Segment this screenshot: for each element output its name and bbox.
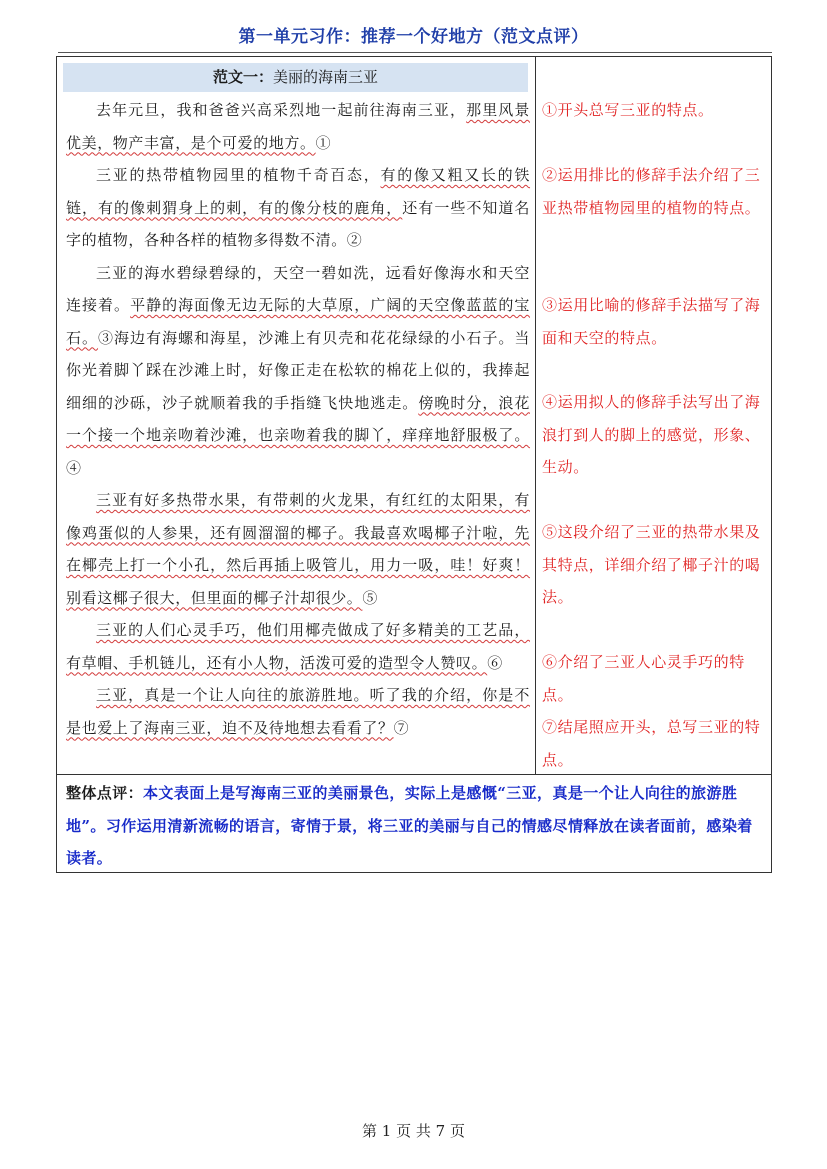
essay-header bbox=[63, 63, 528, 92]
essay-text: 三亚的热带植物园里的植物千奇百态， bbox=[96, 166, 381, 184]
annotation-note: ⑥介绍了三亚人心灵手巧的特点。 bbox=[542, 653, 745, 704]
essay-text: 还有一些不知道名字的植物，各种各样的植物多得数不清。② bbox=[66, 198, 530, 249]
highlighted-sentence: 有的像又粗又长的铁链，有的像刺猬身上的刺，有的像分枝的鹿角， bbox=[66, 166, 531, 217]
highlighted-sentence: 那里风景优美，物产丰富，是个可爱的地方。 bbox=[66, 101, 530, 152]
review-table bbox=[56, 56, 772, 873]
essay-paragraph bbox=[66, 614, 530, 679]
highlighted-sentence: 三亚有好多热带水果，有带刺的火龙果，有红红的太阳果，有像鸡蛋似的人参果，还有圆溜溜的椰子。我最喜欢喝椰子汁啦，先在椰壳上打一个小孔，然后再插上吸管儿，用力一吸，哇！好爽！别看这椰子很大，但里面的椰子汁却很少。 bbox=[66, 491, 530, 607]
highlighted-sentence: 三亚，真是一个让人向往的旅游胜地。听了我的介绍，你是不是也爱上了海南三亚，迫不及待地想去看看了？ bbox=[66, 686, 530, 737]
essay-text: ④ bbox=[66, 458, 82, 477]
essay-paragraph bbox=[66, 94, 530, 159]
essay-text: ⑦ bbox=[393, 718, 410, 737]
overall-review bbox=[66, 777, 762, 875]
essay-title: 美丽的海南三亚 bbox=[273, 68, 379, 86]
essay-body bbox=[66, 94, 530, 744]
page-footer: 第 1 页 共 7 页 bbox=[362, 1122, 465, 1140]
essay-text: 去年元旦，我和爸爸兴高采烈地一起前往海南三亚， bbox=[96, 101, 467, 119]
essay-text: 三亚的海水碧绿碧绿的，天空一碧如洗，远看好像海水和天空连接着。 bbox=[66, 263, 530, 314]
highlighted-sentence: 三亚的人们心灵手巧，他们用椰壳做成了好多精美的工艺品，有草帽、手机链儿，还有小人物，活泼可爱的造型令人赞叹。 bbox=[66, 621, 530, 672]
document-title: 第一单元习作：推荐一个好地方（范文点评） bbox=[238, 27, 589, 47]
annotation-note: ④运用拟人的修辞手法写出了海浪打到人的脚上的感觉，形象、生动。 bbox=[542, 393, 761, 476]
essay-text: ③海边有海螺和海星，沙滩上有贝壳和花花绿绿的小石子。当你光着脚丫踩在沙滩上时，好像正走在松软的棉花上似的，我捧起细细的沙砾，沙子就顺着我的手指缝飞快地逃走。 bbox=[66, 328, 530, 412]
annotation-note: ①开头总写三亚的特点。 bbox=[542, 101, 714, 119]
annotation-note: ⑦结尾照应开头，总写三亚的特点。 bbox=[542, 718, 761, 769]
column-divider bbox=[535, 57, 536, 774]
overall-review-text: 本文表面上是写海南三亚的美丽景色，实际上是感慨“三亚，真是一个让人向往的旅游胜地”。习作运用清新流畅的语言，寄情于景，将三亚的美丽与自己的情感尽情释放在读者面前，感染着读者。 bbox=[66, 784, 753, 867]
essay-paragraph bbox=[66, 257, 530, 485]
essay-label: 范文一： bbox=[212, 68, 273, 86]
essay-text: ⑤ bbox=[362, 588, 379, 607]
essay-paragraph bbox=[66, 484, 530, 614]
highlighted-sentence: 平静的海面像无边无际的大草原，广阔的天空像蓝蓝的宝石。 bbox=[66, 296, 530, 347]
essay-paragraph bbox=[66, 679, 530, 744]
essay-text: ⑥ bbox=[487, 653, 503, 672]
annotation-note: ③运用比喻的修辞手法描写了海面和天空的特点。 bbox=[542, 296, 761, 347]
essay-paragraph bbox=[66, 159, 530, 257]
title-divider bbox=[58, 52, 772, 53]
highlighted-sentence: 傍晚时分，浪花一个接一个地亲吻着沙滩，也亲吻着我的脚丫，痒痒地舒服极了。 bbox=[66, 393, 530, 444]
annotation-note: ⑤这段介绍了三亚的热带水果及其特点，详细介绍了椰子汁的喝法。 bbox=[542, 523, 761, 606]
annotation-note: ②运用排比的修辞手法介绍了三亚热带植物园里的植物的特点。 bbox=[542, 166, 761, 217]
essay-text: ① bbox=[315, 133, 332, 152]
overall-review-label: 整体点评： bbox=[66, 784, 144, 802]
